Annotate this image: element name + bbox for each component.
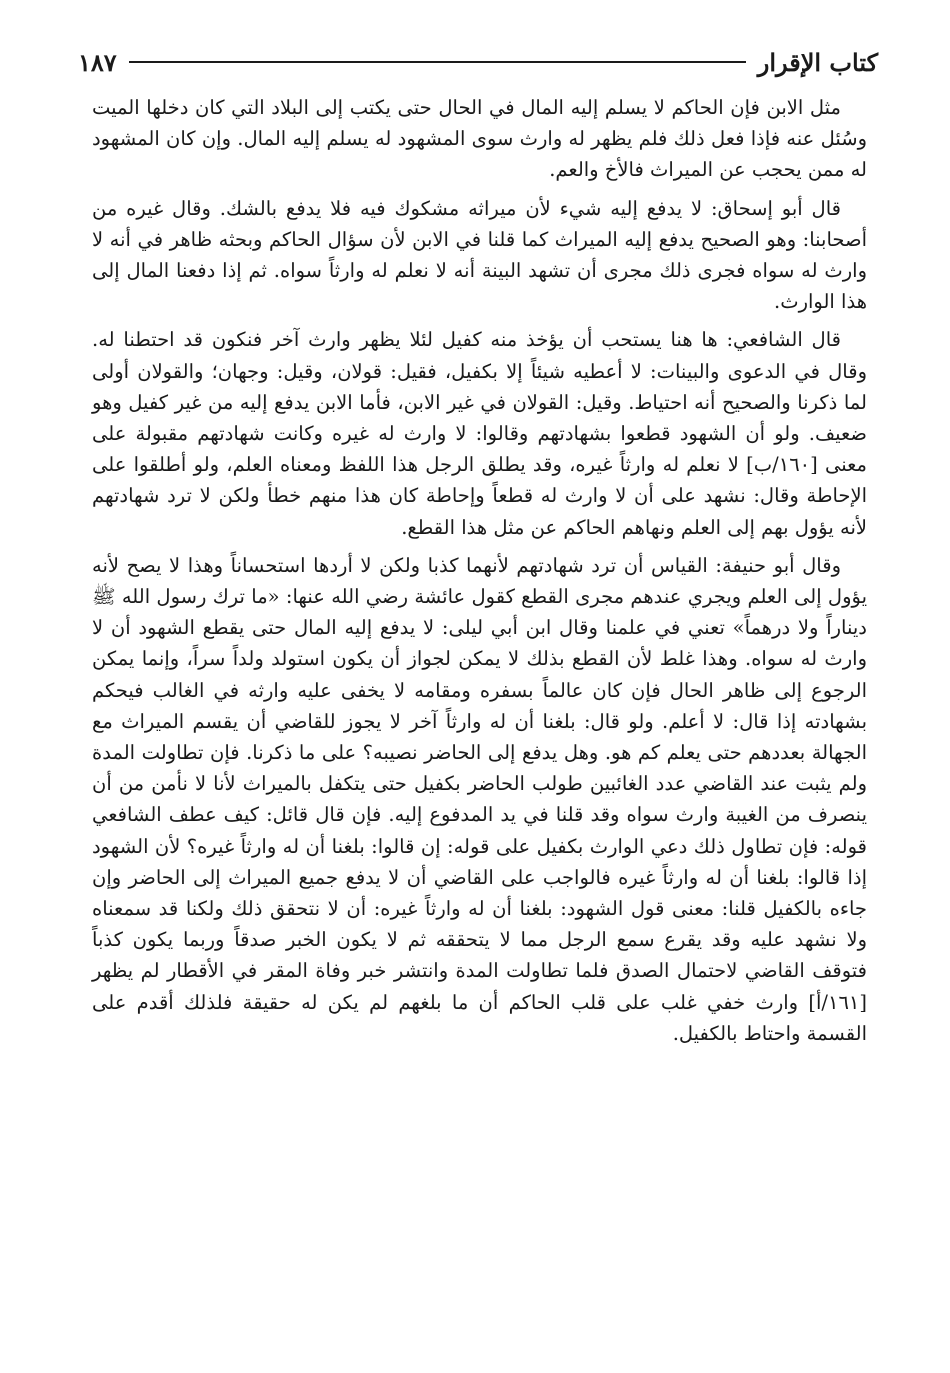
- running-title: كتاب الإقرار: [757, 47, 878, 77]
- paragraph: مثل الابن فإن الحاكم لا يسلم إليه المال في الحال حتى يكتب إلى البلاد التي كان دخلها الميت وسُئل عنه فإذا فعل ذلك فلم يظهر له وارث سوى المشهود له يسلم إليه المال. وإن كان المشهود له ممن يحجب عن الميراث فالأخ والعم.: [92, 96, 867, 182]
- header-rule: [129, 61, 746, 63]
- page-header: [78, 40, 878, 84]
- paragraph: قال الشافعي: ها هنا يستحب أن يؤخذ منه كفيل لئلا يظهر وارث آخر فنكون قد احتطنا له. وقال في الدعوى والبينات: لا أعطيه شيئاً إلا بكفيل، فقيل: قولان، وقيل: وجهان؛ والقولان أولى لما ذكرنا والصحيح أنه احتياط. وقيل: القولان في غير الابن، فأما الابن يدفع إليه من غير كفيل وهو ضعيف. ولو أن الشهود قطعوا بشهادتهم وقالوا: لا وارث له غيره وكانت شهادتهم مقبولة على معنى [١٦٠/ب] لا نعلم له وارثاً غيره، وقد يطلق الرجل هذا اللفظ ومعناه العلم، ولو أطلقوا على الإحاطة وقال: نشهد على أن لا وارث له قطعاً وإحاطة كان هذا منهم خطأ ولكن لا ترد شهادتهم لأنه يؤول بهم إلى العلم ونهاهم الحاكم عن مثل هذا القطع.: [92, 328, 867, 539]
- paragraph: وقال أبو حنيفة: القياس أن ترد شهادتهم لأنهما كذبا ولكن لا أردها استحساناً وهذا لا يصح لأنه يؤول إلى العلم ويجري عندهم مجرى القطع كقول عائشة رضي الله عنها: «ما ترك رسول الله ﷺ ديناراً ولا درهماً» تعني في علمنا وقال ابن أبي ليلى: لا يدفع إليه المال حتى يقطع الشهود أن لا وارث له سواه. وهذا غلط لأن القطع بذلك لا يمكن لجواز أن يكون استولد ولداً سراً، وإنما يمكن الرجوع إلى ظاهر الحال فإن كان عالماً بسفره ومقامه لا يخفى عليه وارثه في الغالب فيحكم بشهادته إذا قال: لا أعلم. ولو قال: بلغنا أن له وارثاً آخر لا يجوز للقاضي أن يقسم الميراث مع الجهالة بعددهم حتى يعلم كم هو. وهل يدفع إلى الحاضر نصيبه؟ على ما ذكرنا. فإن تطاولت المدة ولم يثبت عند القاضي عدد الغائبين طولب الحاضر بكفيل حتى يتكفل بالميراث لأنا لا نأمن من أن ينصرف من الغيبة وارث سواه وقد قلنا في يد المدفوع إليه. فإن قال قائل: كيف عطف الشافعي قوله: فإن تطاول ذلك دعي الوارث بكفيل على قوله: إن قالوا: بلغنا أن له وارثاً غيره؟ لأن الشهود إذا قالوا: بلغنا أن له وارثاً غيره فالواجب على القاضي أن لا يدفع جميع الميراث إلى الحاضر وإن جاءه بالكفيل قلنا: معنى قول الشهود: بلغنا أن له وارثاً غيره: أن لا نتحقق ذلك ولكنا قد سمعناه ولا نشهد عليه وقد يقرع سمع الرجل مما لا يتحققه ثم لا يكون الخبر صدقاً وربما يكون كذباً فتوقف القاضي لاحتمال الصدق فلما تطاولت المدة وانتشر خبر وفاة المقر في الأقطار لم يظهر [١٦١/أ] وارث خفي غلب على قلب الحاكم أن ما بلغهم لم يكن له حقيقة فلذلك أقدم على القسمة واحتاط بالكفيل.: [92, 553, 867, 1045]
- page-body: [92, 92, 867, 1056]
- paragraph: قال أبو إسحاق: لا يدفع إليه شيء لأن ميراثه مشكوك فيه فلا يدفع بالشك. وقال غيره من أصحابنا: وهو الصحيح يدفع إليه الميراث كما قلنا في الابن لأن سؤال الحاكم وبحثه ظاهر في أنه لا وارث له سواه فجرى ذلك مجرى أن تشهد البينة أنه لا نعلم له وارثاً سواه. ثم إذا دفعنا المال إلى هذا الوارث.: [92, 196, 867, 314]
- page-number: ١٨٧: [78, 47, 117, 77]
